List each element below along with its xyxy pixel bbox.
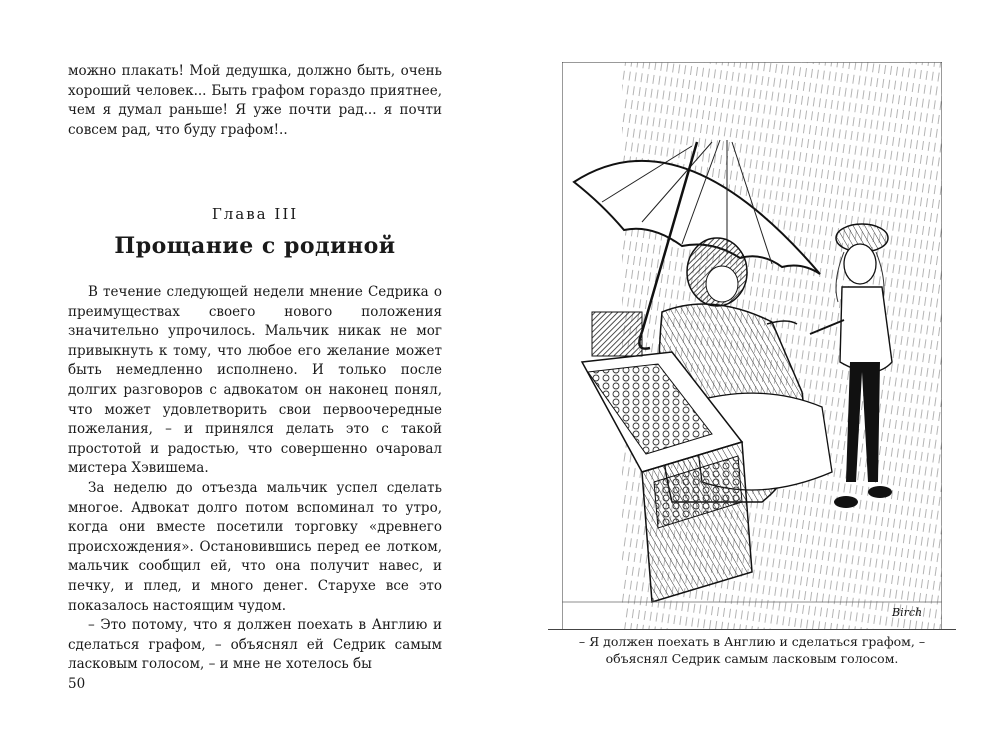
caption-line-2: объяснял Седрик самым ласковым голосом. xyxy=(605,651,899,666)
caption-line-1: – Я должен поехать в Англию и сделаться графом, – xyxy=(578,634,926,649)
paragraph-1: В течение следующей недели мнение Седрика о преимуществах своего нового положения значительно упрочилось. Мальчик никак не мог привыкнуть к тому, что любое его желание может быть немедленно исполнено. И только после долгих разговоров с адвокатом он наконец понял, что может удовлетворить свои первоочередные пожелания, – и принялся делать это с такой простотой и радостью, что совершенно очаровал мистера Хэвишема. xyxy=(68,284,442,477)
illustration-caption xyxy=(548,633,956,667)
intro-text xyxy=(68,62,442,140)
paragraph-2: За неделю до отъезда мальчик успел сделать многое. Адвокат долго потом вспоминал то утро, когда они вместе посетили торговку «древнего происхождения». Остановившись перед ее лотком, мальчик сообщил ей, что она получит навес, и печку, и плед, и много денег. Старухе все это показалось настоящим чудом. xyxy=(68,479,442,614)
intro-paragraph: можно плакать! Мой дедушка, должно быть, очень хороший человек... Быть графом гораздо приятнее, чем я думал раньше! Я уже почти рад... я почти совсем рад, что буду графом!.. xyxy=(68,63,442,138)
paragraph-3: – Это потому, что я должен поехать в Англию и сделаться графом, – объяснял ей Седрик самым ласковым голосом, – и мне не хотелось бы xyxy=(68,617,442,673)
chapter-label: Глава III xyxy=(211,205,299,223)
illustration xyxy=(562,62,942,630)
caption-rule xyxy=(548,629,956,630)
chapter-body xyxy=(68,283,442,675)
artist-signature: Birch xyxy=(892,606,923,619)
page-number: 50 xyxy=(68,676,86,692)
right-page xyxy=(500,0,1000,750)
chapter-title: Прощание с родиной xyxy=(114,233,396,259)
